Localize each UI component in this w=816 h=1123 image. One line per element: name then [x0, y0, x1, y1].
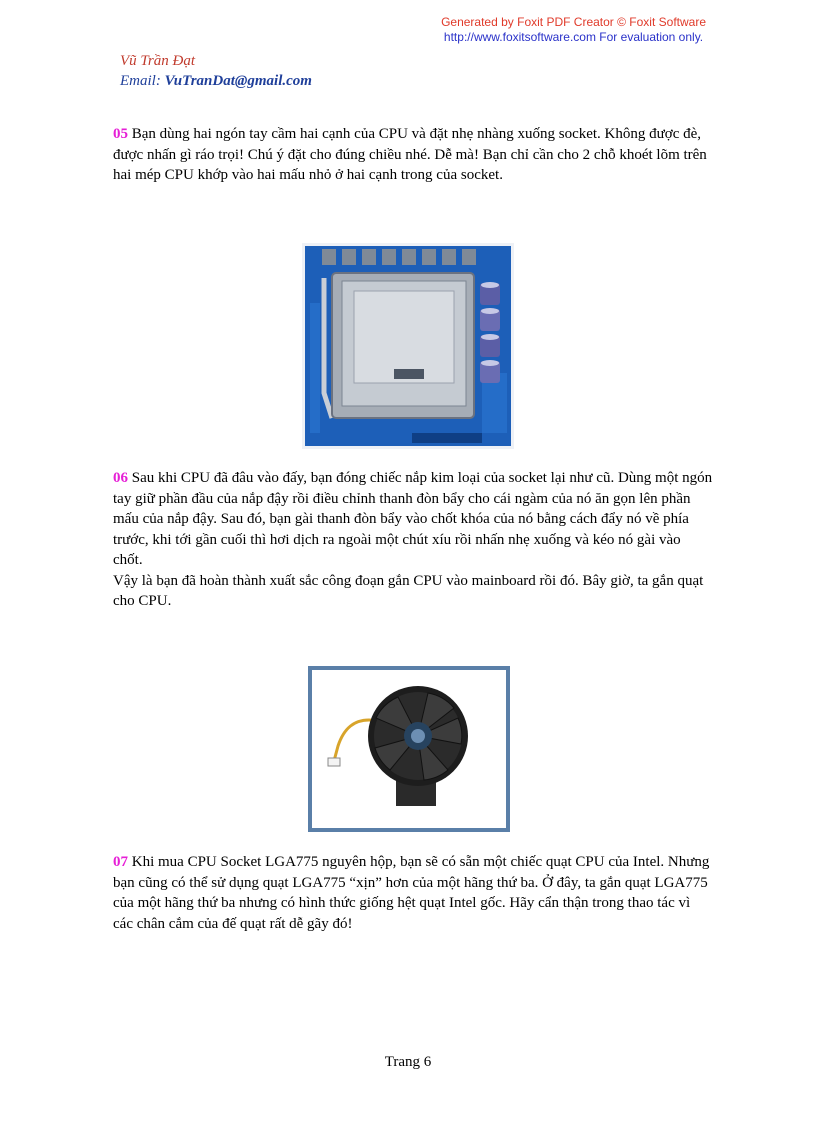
step-06-paragraph — [113, 468, 713, 612]
cpu-socket-photo — [302, 243, 514, 449]
email-address: VuTranDat@gmail.com — [164, 73, 312, 89]
step-number: 07 — [113, 854, 128, 870]
page-number: Trang 6 — [384, 1054, 432, 1070]
step-text: Sau khi CPU đã đâu vào đấy, bạn đóng chiếc nắp kim loại của socket lại như cũ. Dùng một ngón tay giữ phần đầu của nắp đậy rồi điều chỉnh thanh đòn bẩy cho cái ngàm của nó ăn gọn lên phần mấu của nắp đậy. Sau đó, bạn gài thanh đòn bẩy vào chốt khóa của nó bằng cách đẩy nó về phía trước, khi tới gần cuối thì hơi dịch ra ngoài một chút xíu rồi nhấn nhẹ xuống và kéo nó gài vào chốt. — [113, 470, 713, 568]
watermark-line-1: Generated by Foxit PDF Creator © Foxit Software — [441, 15, 706, 29]
watermark-line-2: http://www.foxitsoftware.com For evaluation only. — [443, 30, 704, 44]
step-text-continued: Vậy là bạn đã hoàn thành xuất sắc công đoạn gắn CPU vào mainboard rồi đó. Bây giờ, ta gắn quạt cho CPU. — [113, 572, 704, 609]
email-label: Email: — [120, 73, 165, 89]
step-text: Khi mua CPU Socket LGA775 nguyên hộp, bạn sẽ có sẵn một chiếc quạt CPU của Intel. Nhưng bạn cũng có thể sử dụng quạt LGA775 “xịn” hơn của một hãng thứ ba. Ở đây, ta gắn quạt LGA775 của một hãng thứ ba nhưng có hình thức giống hệt quạt Intel gốc. Hãy cẩn thận trong thao tác vì các chân cắm của đế quạt rất dễ gãy đó! — [113, 854, 710, 932]
author-email — [120, 72, 312, 91]
step-number: 06 — [113, 470, 128, 486]
author-name: Vũ Trần Đạt — [120, 53, 196, 69]
step-text: Bạn dùng hai ngón tay cầm hai cạnh của CPU và đặt nhẹ nhàng xuống socket. Không được đè, được nhấn gì ráo trọi! Chú ý đặt cho đúng chiều nhé. Dễ mà! Bạn chỉ cần cho 2 chỗ khoét lõm trên hai mép CPU khớp vào hai mấu nhỏ ở hai cạnh trong của socket. — [113, 126, 707, 183]
step-05-paragraph — [113, 124, 713, 186]
step-number: 05 — [113, 126, 128, 142]
foxit-watermark — [441, 15, 706, 45]
step-07-paragraph — [113, 852, 713, 934]
cpu-fan-photo — [308, 666, 510, 832]
